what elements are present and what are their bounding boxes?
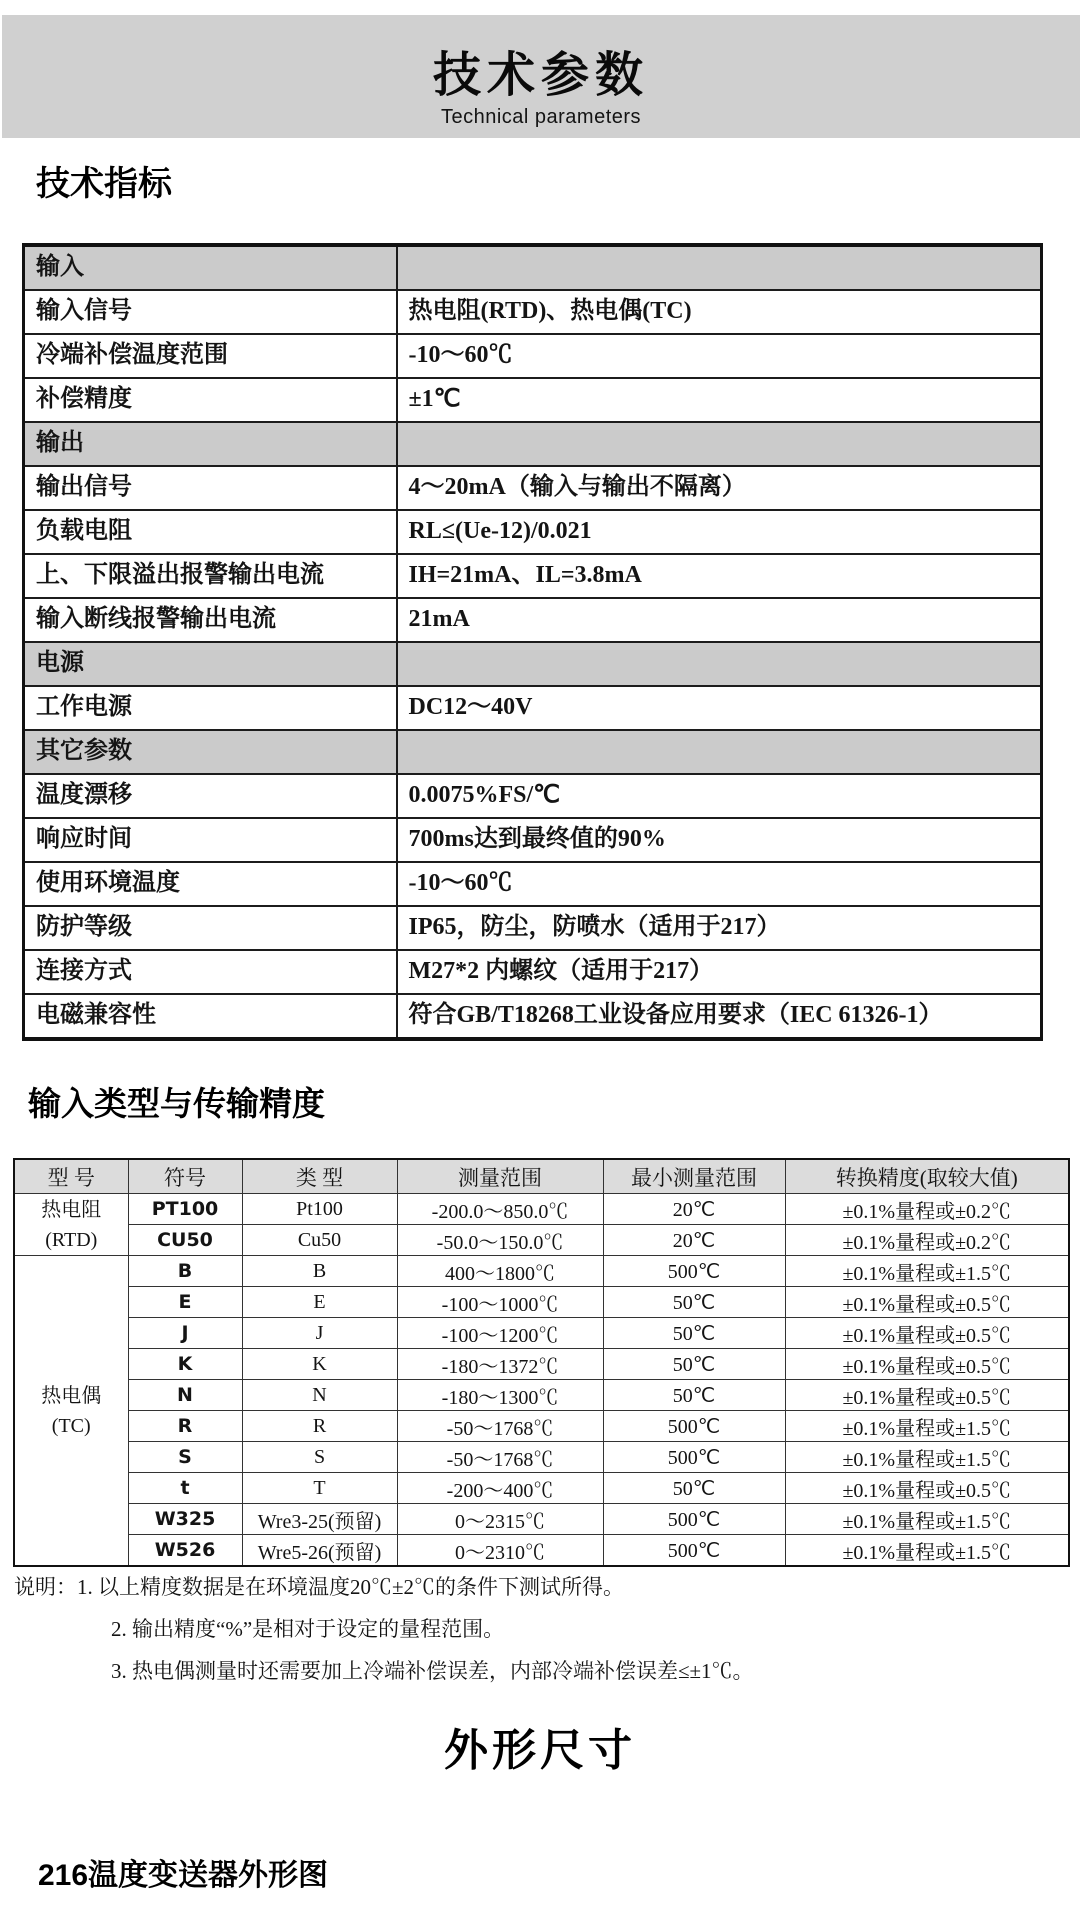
spec-label: 工作电源 — [24, 686, 397, 730]
accuracy-row — [14, 1256, 1069, 1287]
accuracy-cell: ±0.1%量程或±0.2℃ — [785, 1225, 1069, 1256]
range-cell: 0～2315℃ — [397, 1504, 603, 1535]
spec-label: 冷端补偿温度范围 — [24, 334, 397, 378]
min-range-cell: 500℃ — [603, 1256, 785, 1287]
model-label: 热电偶 — [41, 1384, 102, 1407]
min-range-cell: 50℃ — [603, 1473, 785, 1504]
min-range-cell: 500℃ — [603, 1442, 785, 1473]
type-cell: R — [242, 1411, 397, 1442]
accuracy-table — [13, 1158, 1070, 1567]
spec-value: -10～60℃ — [397, 862, 1042, 906]
spec-value: IP65，防尘，防喷水（适用于217） — [397, 906, 1042, 950]
spec-value: 0.0075%FS/℃ — [397, 774, 1042, 818]
type-cell: S — [242, 1442, 397, 1473]
accuracy-row — [14, 1225, 1069, 1256]
type-cell: Wre3-25(预留) — [242, 1504, 397, 1535]
min-range-cell: 20℃ — [603, 1225, 785, 1256]
type-cell: Cu50 — [242, 1225, 397, 1256]
spec-row — [24, 466, 1042, 510]
accuracy-row — [14, 1318, 1069, 1349]
spec-section-row — [24, 422, 1042, 466]
spec-row — [24, 686, 1042, 730]
spec-value: IH=21mA、IL=3.8mA — [397, 554, 1042, 598]
spec-row — [24, 906, 1042, 950]
accuracy-row — [14, 1194, 1069, 1225]
min-range-cell: 50℃ — [603, 1380, 785, 1411]
accuracy-row — [14, 1504, 1069, 1535]
spec-row — [24, 554, 1042, 598]
accuracy-row — [14, 1380, 1069, 1411]
spec-section-value — [397, 245, 1042, 290]
range-cell: -200～400℃ — [397, 1473, 603, 1504]
accuracy-cell: ±0.1%量程或±0.5℃ — [785, 1349, 1069, 1380]
spec-section-label: 输出 — [24, 422, 397, 466]
symbol-cell: B — [128, 1256, 242, 1287]
spec-value: DC12～40V — [397, 686, 1042, 730]
notes-block — [14, 1566, 1064, 1692]
accuracy-cell: ±0.1%量程或±1.5℃ — [785, 1504, 1069, 1535]
spec-section-label: 输入 — [24, 245, 397, 290]
spec-section-value — [397, 730, 1042, 774]
col-header-range: 测量范围 — [397, 1159, 603, 1194]
spec-label: 补偿精度 — [24, 378, 397, 422]
range-cell: 0～2310℃ — [397, 1535, 603, 1567]
page-subtitle: Technical parameters — [440, 106, 642, 128]
spec-row — [24, 598, 1042, 642]
spec-label: 输入信号 — [24, 290, 397, 334]
spec-value: 700ms达到最终值的90% — [397, 818, 1042, 862]
spec-row — [24, 818, 1042, 862]
symbol-cell: PT100 — [128, 1194, 242, 1225]
model-sub: (RTD) — [45, 1228, 98, 1251]
min-range-cell: 50℃ — [603, 1349, 785, 1380]
spec-value: -10～60℃ — [397, 334, 1042, 378]
type-cell: T — [242, 1473, 397, 1504]
accuracy-cell: ±0.1%量程或±0.5℃ — [785, 1380, 1069, 1411]
accuracy-row — [14, 1442, 1069, 1473]
note-line-2: 2. 输出精度“%”是相对于设定的量程范围。 — [111, 1617, 505, 1641]
range-cell: -200.0～850.0℃ — [397, 1194, 603, 1225]
symbol-cell: S — [128, 1442, 242, 1473]
spec-label: 使用环境温度 — [24, 862, 397, 906]
spec-value: RL≤(Ue-12)/0.021 — [397, 510, 1042, 554]
type-cell: N — [242, 1380, 397, 1411]
spec-label: 电磁兼容性 — [24, 994, 397, 1039]
col-header-min-range: 最小测量范围 — [603, 1159, 785, 1194]
spec-row — [24, 862, 1042, 906]
spec-value: M27*2 内螺纹（适用于217） — [397, 950, 1042, 994]
accuracy-cell: ±0.1%量程或±1.5℃ — [785, 1442, 1069, 1473]
spec-section-value — [397, 422, 1042, 466]
type-cell: Pt100 — [242, 1194, 397, 1225]
range-cell: -180～1300℃ — [397, 1380, 603, 1411]
spec-section-label: 电源 — [24, 642, 397, 686]
spec-row — [24, 334, 1042, 378]
accuracy-cell: ±0.1%量程或±1.5℃ — [785, 1256, 1069, 1287]
note-line-3: 3. 热电偶测量时还需要加上冷端补偿误差，内部冷端补偿误差≤±1℃。 — [111, 1659, 754, 1683]
symbol-cell: t — [128, 1473, 242, 1504]
model-label: 热电阻 — [41, 1198, 102, 1221]
section-heading-216-outline: 216温度变送器外形图 — [38, 1859, 329, 1892]
symbol-cell: K — [128, 1349, 242, 1380]
spec-label: 负载电阻 — [24, 510, 397, 554]
note-line-1: 说明：1. 以上精度数据是在环境温度20℃±2℃的条件下测试所得。 — [14, 1575, 625, 1599]
accuracy-cell: ±0.1%量程或±1.5℃ — [785, 1535, 1069, 1567]
accuracy-table-header — [14, 1159, 1069, 1194]
spec-section-value — [397, 642, 1042, 686]
accuracy-header-row — [14, 1159, 1069, 1194]
col-header-model: 型 号 — [14, 1159, 128, 1194]
section-heading-dimensions: 外形尺寸 — [444, 1726, 636, 1775]
model-group-tc — [14, 1256, 128, 1567]
page-title: 技术参数 — [432, 49, 649, 102]
spec-label: 输出信号 — [24, 466, 397, 510]
section-heading-tech-specs: 技术指标 — [36, 165, 172, 203]
model-group-rtd — [14, 1194, 128, 1256]
range-cell: -50.0～150.0℃ — [397, 1225, 603, 1256]
min-range-cell: 50℃ — [603, 1318, 785, 1349]
spec-label: 连接方式 — [24, 950, 397, 994]
min-range-cell: 500℃ — [603, 1535, 785, 1567]
spec-section-row — [24, 642, 1042, 686]
symbol-cell: W325 — [128, 1504, 242, 1535]
spec-label: 上、下限溢出报警输出电流 — [24, 554, 397, 598]
spec-row — [24, 290, 1042, 334]
spec-row — [24, 378, 1042, 422]
accuracy-cell: ±0.1%量程或±0.5℃ — [785, 1473, 1069, 1504]
accuracy-row — [14, 1287, 1069, 1318]
spec-value: 21mA — [397, 598, 1042, 642]
spec-row — [24, 950, 1042, 994]
spec-section-row — [24, 245, 1042, 290]
spec-label: 温度漂移 — [24, 774, 397, 818]
spec-row — [24, 994, 1042, 1039]
accuracy-row — [14, 1473, 1069, 1504]
range-cell: 400～1800℃ — [397, 1256, 603, 1287]
symbol-cell: J — [128, 1318, 242, 1349]
spec-row — [24, 774, 1042, 818]
type-cell: J — [242, 1318, 397, 1349]
range-cell: -50～1768℃ — [397, 1411, 603, 1442]
min-range-cell: 50℃ — [603, 1287, 785, 1318]
range-cell: -50～1768℃ — [397, 1442, 603, 1473]
header-banner — [2, 15, 1080, 138]
accuracy-row — [14, 1411, 1069, 1442]
spec-value: 热电阻(RTD)、热电偶(TC) — [397, 290, 1042, 334]
type-cell: Wre5-26(预留) — [242, 1535, 397, 1567]
spec-value: ±1℃ — [397, 378, 1042, 422]
min-range-cell: 20℃ — [603, 1194, 785, 1225]
col-header-symbol: 符号 — [128, 1159, 242, 1194]
symbol-cell: W526 — [128, 1535, 242, 1567]
accuracy-row — [14, 1349, 1069, 1380]
accuracy-cell: ±0.1%量程或±0.5℃ — [785, 1318, 1069, 1349]
symbol-cell: N — [128, 1380, 242, 1411]
min-range-cell: 500℃ — [603, 1504, 785, 1535]
spec-section-row — [24, 730, 1042, 774]
model-sub: (TC) — [51, 1414, 91, 1437]
accuracy-cell: ±0.1%量程或±0.2℃ — [785, 1194, 1069, 1225]
section-heading-input-types: 输入类型与传输精度 — [28, 1085, 325, 1122]
symbol-cell: E — [128, 1287, 242, 1318]
range-cell: -180～1372℃ — [397, 1349, 603, 1380]
accuracy-row — [14, 1535, 1069, 1567]
col-header-type: 类 型 — [242, 1159, 397, 1194]
min-range-cell: 500℃ — [603, 1411, 785, 1442]
spec-section-label: 其它参数 — [24, 730, 397, 774]
spec-label: 输入断线报警输出电流 — [24, 598, 397, 642]
spec-value: 4～20mA（输入与输出不隔离） — [397, 466, 1042, 510]
range-cell: -100～1000℃ — [397, 1287, 603, 1318]
spec-row — [24, 510, 1042, 554]
spec-label: 响应时间 — [24, 818, 397, 862]
accuracy-cell: ±0.1%量程或±1.5℃ — [785, 1411, 1069, 1442]
symbol-cell: CU50 — [128, 1225, 242, 1256]
accuracy-cell: ±0.1%量程或±0.5℃ — [785, 1287, 1069, 1318]
symbol-cell: R — [128, 1411, 242, 1442]
range-cell: -100～1200℃ — [397, 1318, 603, 1349]
type-cell: B — [242, 1256, 397, 1287]
tech-spec-table — [22, 243, 1043, 1041]
col-header-accuracy: 转换精度(取较大值) — [785, 1159, 1069, 1194]
spec-label: 防护等级 — [24, 906, 397, 950]
type-cell: K — [242, 1349, 397, 1380]
type-cell: E — [242, 1287, 397, 1318]
spec-value: 符合GB/T18268工业设备应用要求（IEC 61326-1） — [397, 994, 1042, 1039]
